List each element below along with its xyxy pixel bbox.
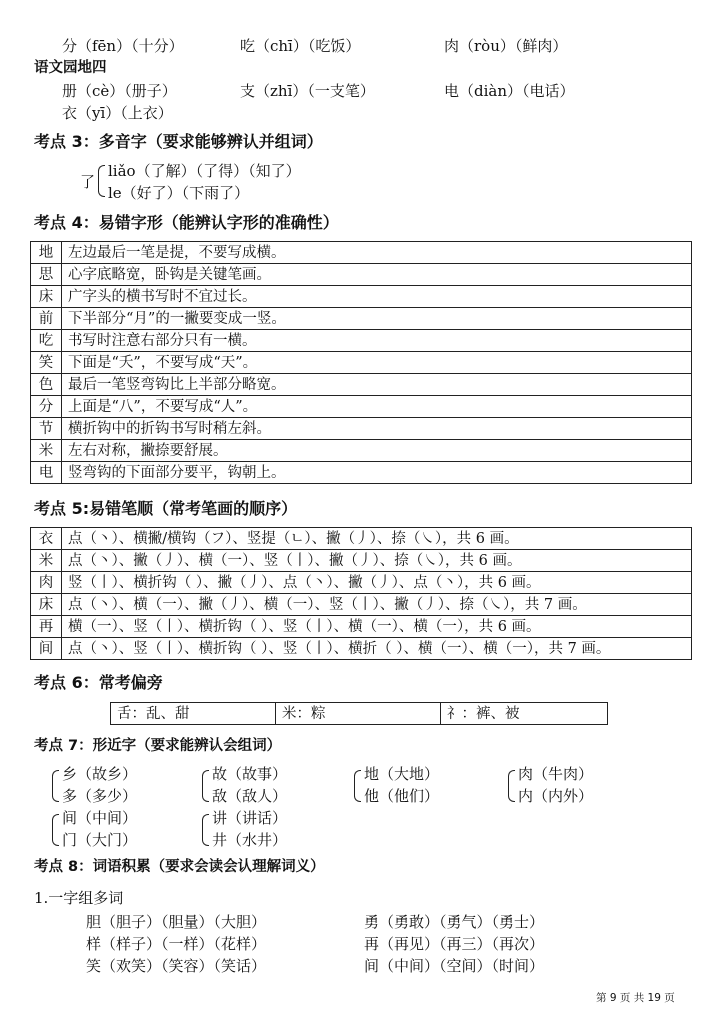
kp5-desc-cell: 点（丶）、撇（丿）、横（一）、竖（丨）、撇（丿）、捺（㇏），共 6 画。 xyxy=(62,550,692,572)
kp5-desc-cell: 竖（丨）、横折钩（ ）、撇（丿）、点（丶）、撇（丿）、点（丶），共 6 画。 xyxy=(62,572,692,594)
kp4-row xyxy=(31,396,692,418)
kp3-reading-1: liǎo（了解）（了得）（知了） xyxy=(108,162,301,180)
kp4-char-cell: 电 xyxy=(31,462,62,484)
kp7-brace-2 xyxy=(202,770,209,802)
kp6-title: 考点 6：常考偏旁 xyxy=(34,673,163,692)
kp7-brace-5 xyxy=(52,814,59,846)
kp4-row xyxy=(31,440,692,462)
kp5-desc-cell: 点（丶）、横撇/横钩（フ）、竖提（ㄴ）、撇（丿）、捺（㇏），共 6 画。 xyxy=(62,528,692,550)
kp7-brace-1 xyxy=(52,770,59,802)
kp5-desc-cell: 横（一）、竖（丨）、横折钩（ ）、竖（丨）、横（一）、横（一），共 6 画。 xyxy=(62,616,692,638)
kp5-row xyxy=(31,594,692,616)
yuwen-item-1: 册（cè）（册子） xyxy=(62,82,177,100)
kp5-char-cell: 再 xyxy=(31,616,62,638)
kp4-row xyxy=(31,374,692,396)
top-item-3: 肉（ròu）（鲜肉） xyxy=(444,37,568,55)
kp5-row xyxy=(31,528,692,550)
kp7-g5-a: 间（中间） xyxy=(62,809,138,827)
kp4-table xyxy=(30,241,692,484)
yuwen-item-4: 衣（yī）（上衣） xyxy=(62,104,173,122)
kp7-g1-b: 多（多少） xyxy=(62,787,138,805)
kp7-g6-a: 讲（讲话） xyxy=(212,809,288,827)
kp8-left-2: 样（样子）（一样）（花样） xyxy=(86,935,267,953)
kp7-g3-a: 地（大地） xyxy=(364,765,440,783)
kp8-left-1: 胆（胆子）（胆量）（大胆） xyxy=(86,913,267,931)
kp7-brace-3 xyxy=(354,770,361,802)
kp6-cell-2: 米：粽 xyxy=(276,703,441,725)
kp4-desc-cell: 下面是“夭”，不要写成“天”。 xyxy=(62,352,692,374)
kp5-row xyxy=(31,550,692,572)
kp4-desc-cell: 最后一笔竖弯钩比上半部分略宽。 xyxy=(62,374,692,396)
kp4-title: 考点 4：易错字形（能辨认字形的准确性） xyxy=(34,213,339,232)
kp3-brace xyxy=(98,165,105,197)
kp5-title: 考点 5:易错笔顺（常考笔画的顺序） xyxy=(34,499,298,518)
kp8-subtitle: 1.一字组多词 xyxy=(34,889,124,907)
kp4-desc-cell: 左边最后一笔是提，不要写成横。 xyxy=(62,242,692,264)
kp4-char-cell: 思 xyxy=(31,264,62,286)
kp4-char-cell: 米 xyxy=(31,440,62,462)
kp6-cell-3: 礻：裤、被 xyxy=(441,703,608,725)
kp7-title: 考点 7：形近字（要求能辨认会组词） xyxy=(34,738,282,754)
kp6-table xyxy=(110,702,608,725)
kp4-char-cell: 吃 xyxy=(31,330,62,352)
kp8-right-3: 间（中间）（空间）（时间） xyxy=(364,957,545,975)
kp4-char-cell: 床 xyxy=(31,286,62,308)
kp4-char-cell: 前 xyxy=(31,308,62,330)
kp3-char: 了 xyxy=(80,173,96,191)
kp4-row xyxy=(31,286,692,308)
kp4-char-cell: 节 xyxy=(31,418,62,440)
page-footer: 第 9 页 共 19 页 xyxy=(596,992,675,1004)
top-item-1: 分（fēn）（十分） xyxy=(62,37,184,55)
kp6-cell-1: 舌：乱、甜 xyxy=(111,703,276,725)
kp7-g4-b: 内（内外） xyxy=(518,787,594,805)
kp5-table xyxy=(30,527,692,660)
kp7-g1-a: 乡（故乡） xyxy=(62,765,138,783)
kp4-char-cell: 笑 xyxy=(31,352,62,374)
kp8-title: 考点 8：词语积累（要求会读会认理解词义） xyxy=(34,859,325,875)
kp5-char-cell: 衣 xyxy=(31,528,62,550)
kp4-row xyxy=(31,352,692,374)
yuwen-item-3: 电（diàn）（电话） xyxy=(444,82,575,100)
kp3-title: 考点 3：多音字（要求能够辨认并组词） xyxy=(34,132,323,151)
kp4-desc-cell: 左右对称，撇捺要舒展。 xyxy=(62,440,692,462)
kp4-desc-cell: 横折钩中的折钩书写时稍左斜。 xyxy=(62,418,692,440)
kp4-row xyxy=(31,330,692,352)
kp4-char-cell: 色 xyxy=(31,374,62,396)
kp7-brace-4 xyxy=(508,770,515,802)
kp5-desc-cell: 点（丶）、竖（丨）、横折钩（ ）、竖（丨）、横折（ ）、横（一）、横（一），共 7 画。 xyxy=(62,638,692,660)
kp5-desc-cell: 点（丶）、横（一）、撇（丿）、横（一）、竖（丨）、撇（丿）、捺（㇏），共 7 画。 xyxy=(62,594,692,616)
kp5-char-cell: 肉 xyxy=(31,572,62,594)
kp4-row xyxy=(31,418,692,440)
kp7-g4-a: 肉（牛肉） xyxy=(518,765,594,783)
kp4-row xyxy=(31,264,692,286)
section-yuwen-title: 语文园地四 xyxy=(34,60,107,76)
kp5-char-cell: 床 xyxy=(31,594,62,616)
kp4-desc-cell: 竖弯钩的下面部分要平，钩朝上。 xyxy=(62,462,692,484)
kp7-brace-6 xyxy=(202,814,209,846)
kp4-row xyxy=(31,242,692,264)
kp7-g3-b: 他（他们） xyxy=(364,787,440,805)
kp4-row xyxy=(31,308,692,330)
kp5-row xyxy=(31,638,692,660)
kp7-g5-b: 门（大门） xyxy=(62,831,138,849)
kp4-row xyxy=(31,462,692,484)
kp7-g2-a: 故（故事） xyxy=(212,765,288,783)
kp4-desc-cell: 下半部分“月”的一撇要变成一竖。 xyxy=(62,308,692,330)
kp8-left-3: 笑（欢笑）（笑容）（笑话） xyxy=(86,957,267,975)
kp4-desc-cell: 广字头的横书写时不宜过长。 xyxy=(62,286,692,308)
kp8-right-1: 勇（勇敢）（勇气）（勇士） xyxy=(364,913,545,931)
kp8-right-2: 再（再见）（再三）（再次） xyxy=(364,935,545,953)
kp5-row xyxy=(31,572,692,594)
kp4-char-cell: 分 xyxy=(31,396,62,418)
kp7-g2-b: 敌（敌人） xyxy=(212,787,288,805)
kp5-char-cell: 间 xyxy=(31,638,62,660)
kp4-desc-cell: 心字底略宽，卧钩是关键笔画。 xyxy=(62,264,692,286)
yuwen-item-2: 支（zhī）（一支笔） xyxy=(240,82,375,100)
kp4-desc-cell: 书写时注意右部分只有一横。 xyxy=(62,330,692,352)
kp5-char-cell: 米 xyxy=(31,550,62,572)
top-item-2: 吃（chī）（吃饭） xyxy=(240,37,361,55)
kp4-char-cell: 地 xyxy=(31,242,62,264)
kp4-desc-cell: 上面是“八”，不要写成“人”。 xyxy=(62,396,692,418)
kp5-row xyxy=(31,616,692,638)
kp3-reading-2: le（好了）（下雨了） xyxy=(108,184,250,202)
kp7-g6-b: 井（水井） xyxy=(212,831,288,849)
